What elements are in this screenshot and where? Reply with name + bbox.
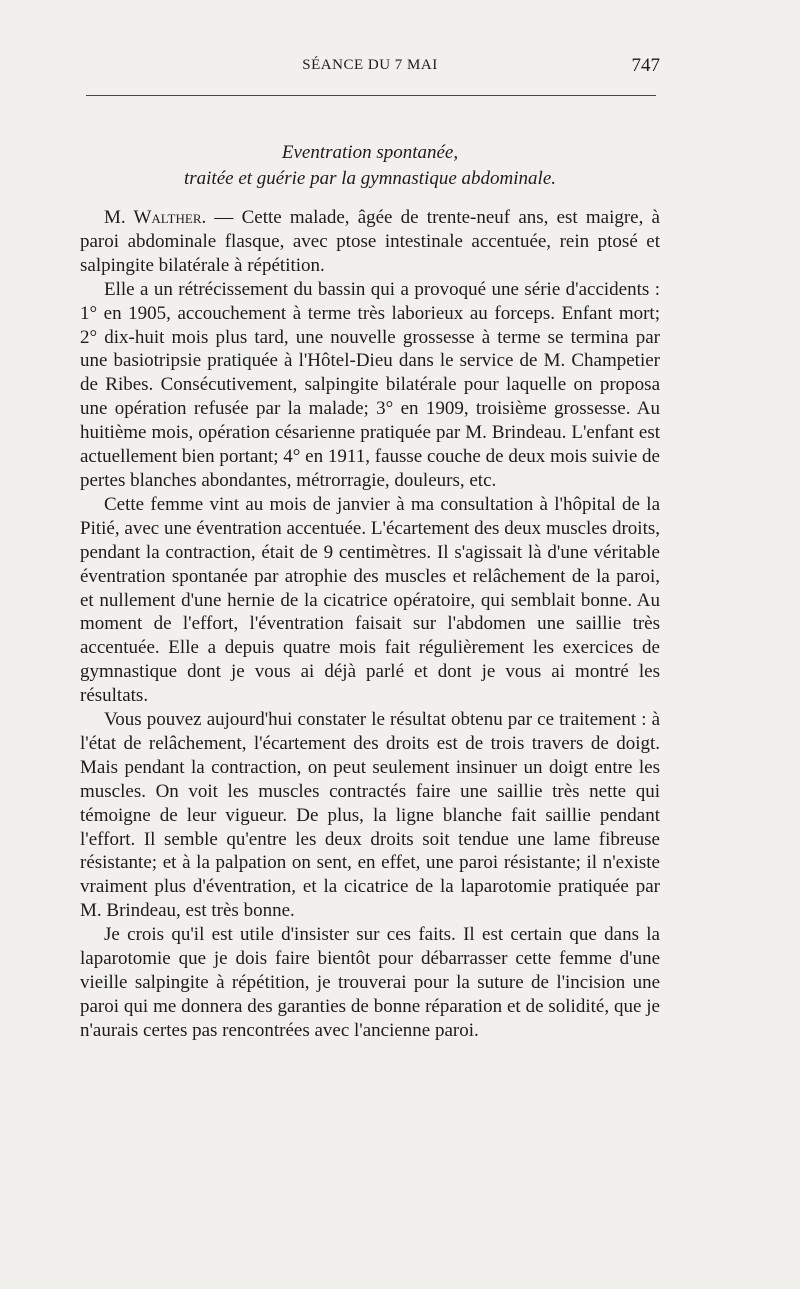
speaker-name: M. Walther. [104, 207, 207, 228]
paragraph-5: Je crois qu'il est utile d'insister sur ces faits. Il est certain que dans la laparotomie que je dois faire bientôt pour débarrasser cette femme d'une vieille salpingite à répétition, je trouverai pour la suture de l'incision une paroi qui me donnera des garanties de bonne réparation et de solidité, que je n'aurais certes pas rencontrées avec l'ancienne paroi. [80, 924, 660, 1041]
title-line-2: traitée et guérie par la gymnastique abdominale. [183, 168, 557, 189]
paragraph-1-text: — Cette malade, âgée de trente-neuf ans, est maigre, à paroi abdominale flasque, avec ptose intestinale accentuée, rein ptosé et salpingite bilatérale à répétition. [80, 207, 660, 276]
title-line-1: Eventration spontanée, [281, 142, 459, 163]
paragraph-1 [80, 206, 660, 278]
paragraph-3: Cette femme vint au mois de janvier à ma consultation à l'hôpital de la Pitié, avec une éventration accentuée. L'écartement des deux muscles droits, pendant la contraction, était de 9 centimètres. Il s'agissait là d'une véritable éventration spontanée par atrophie des muscles et relâchement de la paroi, et nullement d'une hernie de la cicatrice opératoire, qui semblait bonne. Au moment de l'effort, l'éventration faisait sur l'abdomen une saillie très accentuée. Elle a depuis quatre mois fait régulièrement les exercices de gymnastique dont je vous ai déjà parlé et dont je vous ai montré les résultats. [80, 493, 660, 707]
paragraph-4: Vous pouvez aujourd'hui constater le résultat obtenu par ce traitement : à l'état de relâchement, l'écartement des droits est de trois travers de doigt. Mais pendant la contraction, on peut seulement insinuer un doigt entre les muscles. On voit les muscles contractés faire une saillie très nette qui témoigne de leur vigueur. De plus, la ligne blanche fait saillie pendant l'effort. Il semble qu'entre les deux droits soit tendue une lame fibreuse résistante; et à la palpation on sent, en effet, une paroi résistante; il n'existe vraiment plus d'éventration, et la cicatrice de la laparotomie pratiquée par M. Brindeau, est très bonne. [80, 709, 660, 922]
running-title: SÉANCE DU 7 MAI [302, 57, 438, 73]
page-number: 747 [631, 55, 660, 76]
article-body [80, 206, 660, 1043]
article-title [80, 140, 660, 192]
header-rule [86, 95, 656, 96]
paragraph-2: Elle a un rétrécissement du bassin qui a provoqué une série d'accidents : 1° en 1905, accouchement à terme très laborieux au forceps. Enfant mort; 2° dix-huit mois plus tard, une nouvelle grossesse à terme se termina par une basiotripsie pratiquée à l'Hôtel-Dieu dans le service de M. Champetier de Ribes. Consécutivement, salpingite bilatérale pour laquelle on proposa une opération refusée par la malade; 3° en 1909, troisième grossesse. Au huitième mois, opération césarienne pratiquée par M. Brindeau. L'enfant est actuellement bien portant; 4° en 1911, fausse couche de deux mois suivie de pertes blanches abondantes, métrorragie, douleurs, etc. [80, 278, 660, 491]
page-header [80, 57, 660, 87]
